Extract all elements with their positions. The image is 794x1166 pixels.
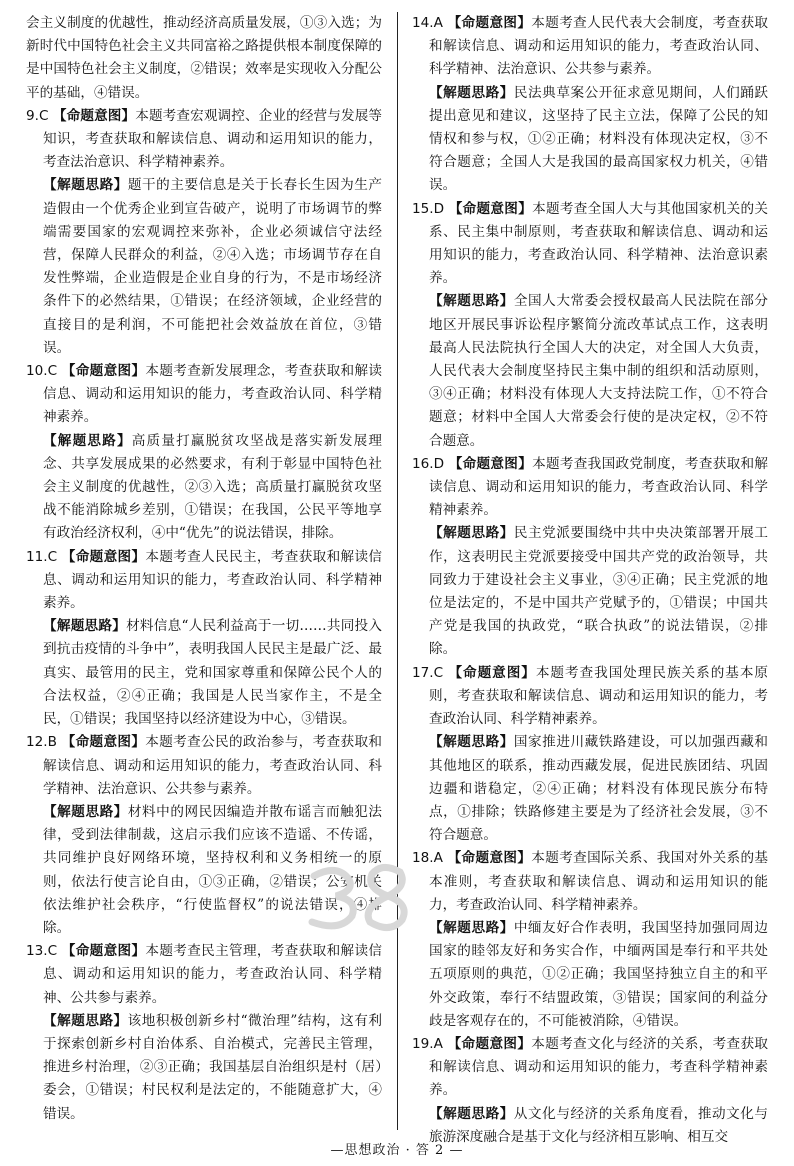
right-item-list [412,12,768,1149]
question-item [412,1033,768,1149]
question-item [26,105,382,360]
solution-text: 该地积极创新乡村“微治理”结构，这有利于探索创新乡村自治体系、自治模式，完善民主管理，推进乡村治理，②③正确；我国基层自治组织是村（居）委会，①错误；村民权利是法定的，不能随意扩大，④错误。 [43,1012,382,1122]
solution-text: 高质量打赢脱贫攻坚战是落实新发展理念、共享发展成果的必然要求，有利于彰显中国特色社会主义制度的优越性，②③入选；高质量打赢脱贫攻坚战不能消除城乡差别，①错误；在我国，公民平等地享有政治经济权利，④中“优先”的说法错误，排除。 [43,432,383,542]
item-intent-paragraph [26,940,382,1010]
intent-tag: 【命题意图】 [447,850,532,867]
item-intent-paragraph [412,847,768,917]
intent-text: 本题考查我国处理民族关系的基本原则，考查获取和解读信息、调动和运用知识的能力，考查政治认同、科学精神素养。 [429,664,769,728]
item-solution-paragraph [26,615,382,731]
solution-tag: 【解题思路】 [429,293,514,310]
intent-text: 本题考查文化与经济的关系，考查获取和解读信息、调动和运用知识的能力，考查科学精神素养。 [429,1035,769,1099]
solution-tag: 【解题思路】 [429,525,514,542]
question-item [412,198,768,453]
solution-text: 民主党派要围绕中共中央决策部署开展工作，这表明民主党派要接受中国共产党的政治领导，共同致力于建设社会主义事业，③④正确；民主党派的地位是法定的，不是中国共产党赋予的，①错误；中国共产党是我国的执政党，“联合执政”的说法错误，②排除。 [429,525,769,658]
column-divider [397,12,398,1130]
question-number: 14.A [412,15,443,31]
solution-tag: 【解题思路】 [429,734,514,751]
left-item-list [26,105,382,1126]
item-solution-paragraph [26,174,382,360]
intent-tag: 【命题意图】 [61,734,146,751]
intent-text: 本题考查新发展理念，考查获取和解读信息、调动和运用知识的能力，考查政治认同、科学精神素养。 [43,363,383,426]
question-number: 11.C [26,548,58,565]
question-number: 13.C [26,943,58,960]
intent-text: 本题考查宏观调控、企业的经营与发展等知识，考查获取和解读信息、调动和运用知识的能力，考查法治意识、科学精神素养。 [43,107,383,171]
question-item [26,360,382,546]
intent-tag: 【命题意图】 [61,548,146,565]
intent-text: 本题考查国际关系、我国对外关系的基本准则，考查获取和解读信息、调动和运用知识的能力，考查政治认同、科学精神素养。 [429,850,769,913]
intent-text: 本题考查民主管理，考查获取和解读信息、调动和运用知识的能力，考查政治认同、科学精神、公共参与素养。 [43,943,383,1006]
question-number: 12.B [26,734,57,751]
question-number: 19.A [412,1035,443,1052]
item-intent-paragraph [412,1033,768,1103]
item-solution-paragraph [412,522,768,661]
intent-text: 本题考查人民民主，考查获取和解读信息、调动和运用知识的能力，考查政治认同、科学精神素养。 [43,548,383,612]
right-column [412,12,768,1149]
item-intent-paragraph [26,360,382,430]
intent-text: 本题考查公民的政治参与，考查获取和解读信息、调动和运用知识的能力，考查政治认同、科学精神、法治意识、公共参与素养。 [43,734,382,797]
item-intent-paragraph [26,731,382,801]
question-item [412,12,768,198]
question-item [412,662,768,848]
question-number: 9.C [26,107,49,124]
intent-tag: 【命题意图】 [52,107,136,124]
solution-text: 国家推进川藏铁路建设，可以加强西藏和其他地区的联系，推动西藏发展，促进民族团结、巩固边疆和谐稳定，②④正确；材料没有体现民族分布特点，①排除；铁路修建主要是为了经济社会发展，③不符合题意。 [429,734,769,844]
intent-tag: 【命题意图】 [447,15,532,31]
item-intent-paragraph [412,12,768,82]
continuation-text: 会主义制度的优越性，推动经济高质量发展，①③入选；为新时代中国特色社会主义共同富裕之路提供根本制度保障的是中国特色社会主义制度，②错误；效率是实现收入分配公平的基础，④错误。 [26,15,382,101]
solution-text: 全国人大常委会授权最高人民法院在部分地区开展民事诉讼程序繁简分流改革试点工作，这表明最高人民法院执行全国人大的决定，对全国人大负责，人民代表大会制度坚持民主集中制的组织和活动原则，③④正确；材料没有体现人大支持法院工作，①不符合题意；材料中全国人大常委会行使的是决定权，②不符合题意。 [429,293,769,449]
question-item [26,940,382,1126]
question-item [26,546,382,732]
item-solution-paragraph [412,731,768,847]
solution-text: 材料中的网民因编造并散布谣言而触犯法律，受到法律制裁，这启示我们应该不造谣、不传谣，共同维护良好网络环境，坚持权利和义务相统一的原则，依法行使言论自由，①③正确，②错误；公安机关依法维护社会秩序，“行使监督权”的说法错误，④排除。 [43,803,383,936]
intent-tag: 【命题意图】 [447,1035,532,1052]
solution-tag: 【解题思路】 [429,84,514,101]
intent-text: 本题考查全国人大与其他国家机关的关系、民主集中制原则，考查获取和解读信息、调动和运用知识的能力，考查政治认同、科学精神、法治意识素养。 [429,200,769,287]
question-number: 18.A [412,850,443,867]
item-solution-paragraph [412,290,768,452]
intent-tag: 【命题意图】 [61,943,146,960]
solution-tag: 【解题思路】 [429,1105,514,1122]
solution-tag: 【解题思路】 [43,177,128,194]
solution-tag: 【解题思路】 [43,803,128,820]
item-solution-paragraph [26,430,382,546]
intent-tag: 【命题意图】 [448,664,536,681]
solution-tag: 【解题思路】 [43,432,132,449]
intent-tag: 【命题意图】 [448,455,533,472]
question-number: 15.D [412,200,445,217]
item-intent-paragraph [412,198,768,291]
item-intent-paragraph [412,453,768,523]
solution-text: 中缅友好合作表明，我国坚持加强同周边国家的睦邻友好和务实合作，中缅两国是奉行和平共处五项原则的典范，①②正确；我国坚持独立自主的和平外交政策，奉行不结盟政策，③错误；国家间的利益分歧是客观存在的，不可能被消除，④错误。 [429,919,769,1029]
question-item [412,453,768,662]
solution-text: 材料信息“人民利益高于一切……共同投入到抗击疫情的斗争中”，表明我国人民民主是最广泛、最真实、最管用的民主，党和国家尊重和保障公民个人的合法权益，②④正确；我国是人民当家作主，不是全民，①错误；我国坚持以经济建设为中心，③错误。 [43,618,382,728]
item-solution-paragraph [412,917,768,1033]
question-number: 16.D [412,455,445,472]
intent-text: 本题考查我国政党制度，考查获取和解读信息、调动和运用知识的能力，考查政治认同、科学精神素养。 [429,455,769,519]
intent-tag: 【命题意图】 [61,363,146,380]
solution-tag: 【解题思路】 [429,919,514,936]
question-number: 17.C [412,664,444,681]
question-number: 10.C [26,363,58,380]
item-intent-paragraph [412,662,768,732]
solution-text: 题干的主要信息是关于长春长生因为生产造假由一个优秀企业到宣告破产，说明了市场调节的弊端需要国家的宏观调控来弥补，企业必须诚信守法经营，保障人民群众的利益，②④入选；市场调节存在自发性弊端，企业造假是企业自身的行为，不是市场经济条件下的必然结果，①错误；在经济领域，企业经营的直接目的是利润，不可能把社会效益放在首位，③错误。 [43,177,383,356]
solution-tag: 【解题思路】 [43,1012,128,1029]
item-solution-paragraph [26,1010,382,1126]
item-intent-paragraph [26,105,382,175]
page-footer: —思想政治 · 答 2 — [330,1143,464,1158]
question-item [412,847,768,1033]
solution-text: 从文化与经济的关系角度看，推动文化与旅游深度融合是基于文化与经济相互影响、相互交 [429,1105,769,1145]
intent-text: 本题考查人民代表大会制度，考查获取和解读信息、调动和运用知识的能力，考查政治认同、科学精神、法治意识、公共参与素养。 [429,15,769,78]
solution-text: 民法典草案公开征求意见期间，人们踊跃提出意见和建议，这坚持了民主立法，保障了公民的知情权和参与权，①②正确；材料没有体现决定权，③不符合题意；全国人大是我国的最高国家权力机关，④错误。 [429,84,769,194]
item-intent-paragraph [26,546,382,616]
logo-38-watermark-icon [296,856,416,936]
item-solution-paragraph [412,82,768,198]
intent-tag: 【命题意图】 [448,200,533,217]
left-column [26,12,382,1126]
solution-tag: 【解题思路】 [43,618,127,635]
